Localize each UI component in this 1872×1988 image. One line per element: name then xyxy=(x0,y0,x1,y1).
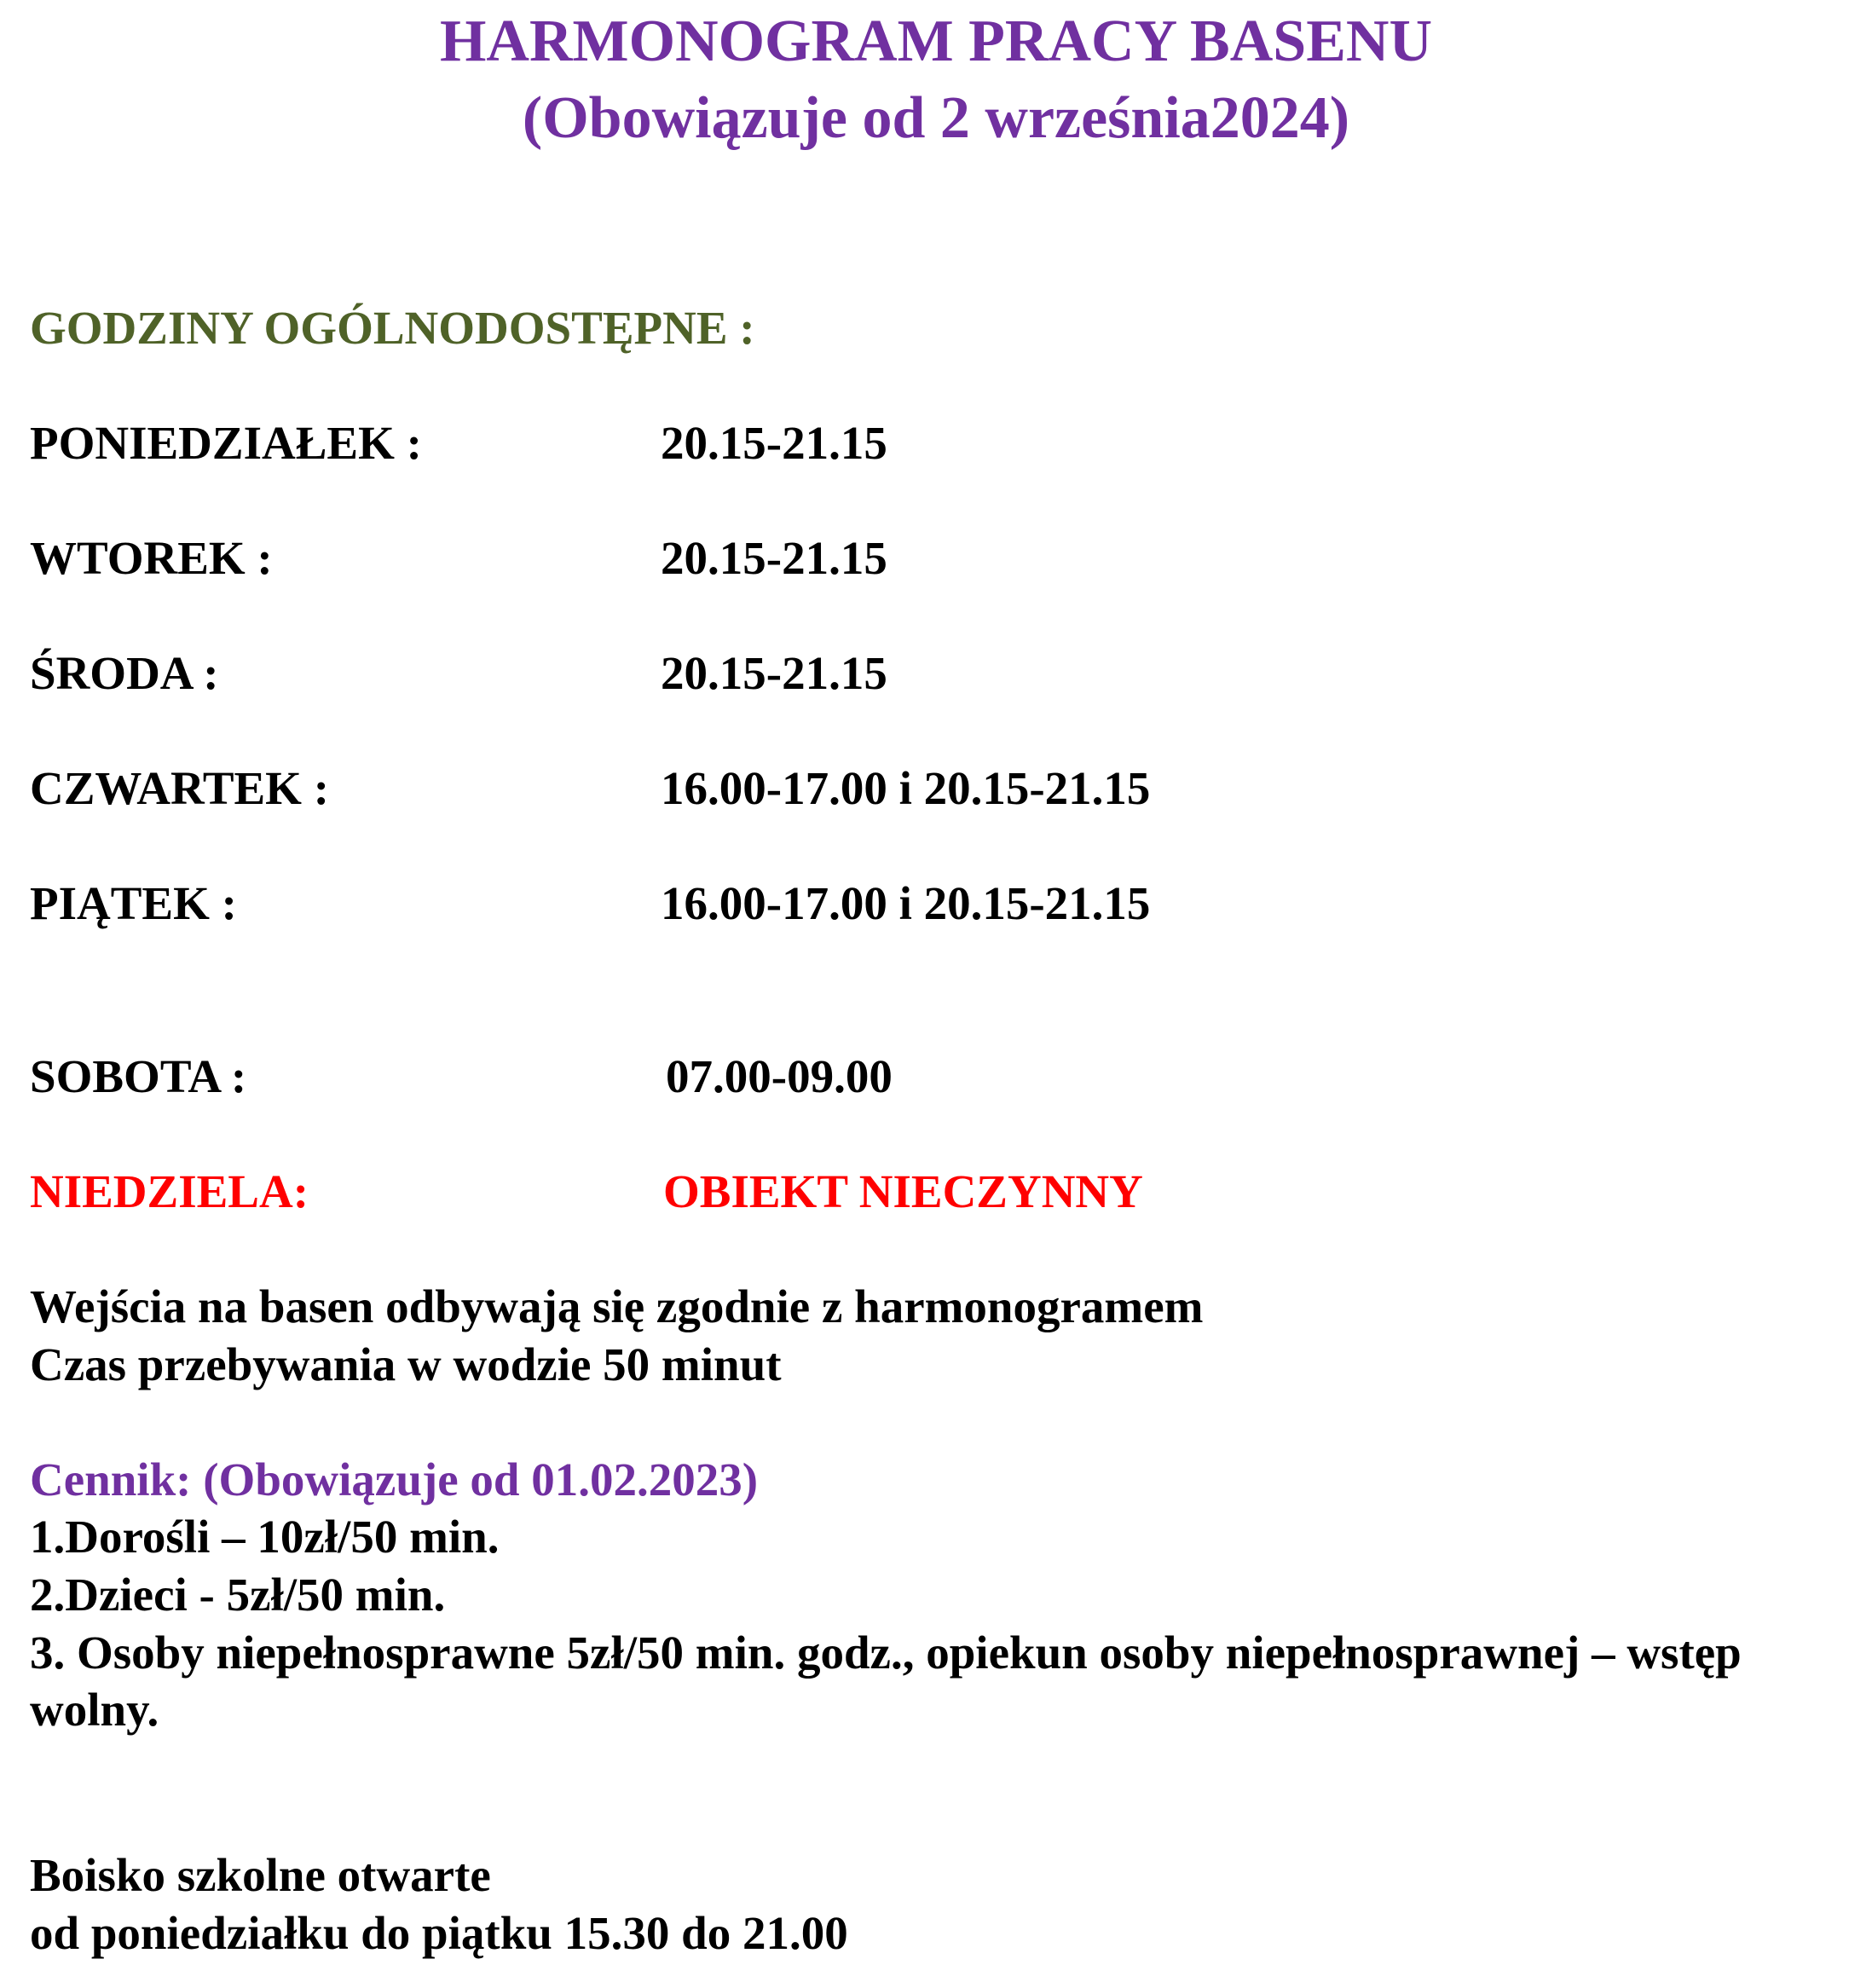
day-hours-thursday: 16.00-17.00 i 20.15-21.15 xyxy=(661,762,1151,814)
day-label-thursday: CZWARTEK : xyxy=(30,762,330,814)
day-label-sunday: NIEDZIELA: xyxy=(30,1165,309,1217)
price-item-adults: 1.Dorośli – 10zł/50 min. xyxy=(30,1511,500,1563)
price-item-disabled: 3. Osoby niepełnosprawne 5zł/50 min. godz., opiekun osoby niepełnosprawnej – wstęp xyxy=(30,1627,1742,1679)
day-hours-tuesday: 20.15-21.15 xyxy=(661,532,887,584)
school-field-note: Boisko szkolne otwarte xyxy=(30,1849,491,1901)
page-title: HARMONOGRAM PRACY BASENU xyxy=(439,9,1433,74)
day-label-saturday: SOBOTA : xyxy=(30,1050,247,1102)
day-label-monday: PONIEDZIAŁEK : xyxy=(30,417,422,469)
price-item-children: 2.Dzieci - 5zł/50 min. xyxy=(30,1569,446,1621)
day-hours-wednesday: 20.15-21.15 xyxy=(661,647,887,699)
day-label-tuesday: WTOREK : xyxy=(30,532,273,584)
page-subtitle: (Obowiązuje od 2 września2024) xyxy=(522,85,1350,151)
day-label-wednesday: ŚRODA : xyxy=(30,647,219,699)
day-hours-monday: 20.15-21.15 xyxy=(661,417,887,469)
duration-note: Czas przebywania w wodzie 50 minut xyxy=(30,1338,782,1390)
price-item-disabled-continued: wolny. xyxy=(30,1684,159,1736)
schedule-heading: GODZINY OGÓLNODOSTĘPNE : xyxy=(30,302,755,354)
day-label-friday: PIĄTEK : xyxy=(30,877,237,929)
school-field-hours: od poniedziałku do piątku 15.30 do 21.00 xyxy=(30,1907,848,1959)
price-list-heading: Cennik: (Obowiązuje od 01.02.2023) xyxy=(30,1453,759,1505)
day-hours-friday: 16.00-17.00 i 20.15-21.15 xyxy=(661,877,1151,929)
day-hours-sunday-closed: OBIEKT NIECZYNNY xyxy=(663,1165,1143,1217)
day-hours-saturday: 07.00-09.00 xyxy=(666,1050,893,1102)
entry-note: Wejścia na basen odbywają się zgodnie z harmonogramem xyxy=(30,1280,1204,1332)
